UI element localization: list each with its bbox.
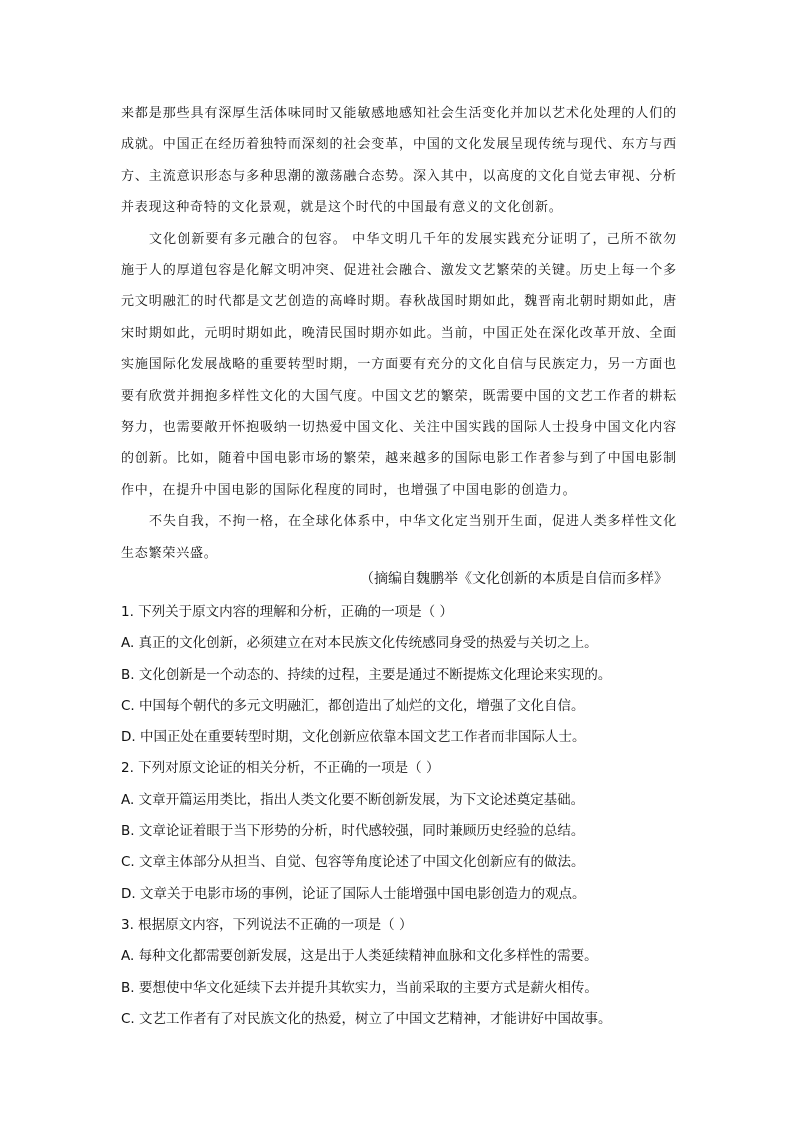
passage-paragraph: 来都是那些具有深厚生活体味同时又能敏感地感知社会生活变化并加以艺术化处理的人们的成就。中国正在经历着独特而深刻的社会变革，中国的文化发展呈现传统与现代、东方与西方、主流意识形态与多种思潮的激荡融合态势。深入其中，以高度的文化自觉去审视、分析并表现这种奇特的文化景观，就是这个时代的中国最有意义的文化创新。 bbox=[121, 106, 677, 216]
question-stem: 2. 下列对原文论证的相关分析，不正确的一项是（ ） bbox=[121, 760, 440, 777]
answer-option: D. 文章关于电影市场的事例，论证了国际人士能增强中国电影创造力的观点。 bbox=[121, 885, 586, 902]
answer-option: B. 文章论证着眼于当下形势的分析，时代感较强，同时兼顾历史经验的总结。 bbox=[121, 823, 585, 840]
question-block bbox=[121, 753, 681, 909]
answer-option: C. 文章主体部分从担当、自觉、包容等角度论述了中国文化创新应有的做法。 bbox=[121, 854, 585, 871]
answer-option: C. 文艺工作者有了对民族文化的热爱，树立了中国文艺精神，才能讲好中国故事。 bbox=[121, 1010, 612, 1027]
passage-paragraph: 不失自我，不拘一格，在全球化体系中，中华文化定当别开生面，促进人类多样性文化生态繁荣兴盛。 bbox=[121, 514, 677, 561]
question-block bbox=[121, 597, 681, 753]
answer-option: B. 文化创新是一个动态的、持续的过程，主要是通过不断提炼文化理论来实现的。 bbox=[121, 666, 612, 683]
answer-option: D. 中国正处在重要转型时期，文化创新应依靠本国文艺工作者而非国际人士。 bbox=[121, 729, 586, 746]
question-stem: 3. 根据原文内容，下列说法不正确的一项是（ ） bbox=[121, 916, 413, 933]
answer-option: A. 文章开篇运用类比，指出人类文化要不断创新发展，为下文论述奠定基础。 bbox=[121, 791, 585, 808]
question-stem: 1. 下列关于原文内容的理解和分析，正确的一项是（ ） bbox=[121, 604, 453, 620]
passage-paragraph: 文化创新要有多元融合的包容。 中华文明几千年的发展实践充分证明了，己所不欲勿施于人的厚道包容是化解文明冲突、促进社会融合、激发文艺繁荣的关键。历史上每一个多元文明融汇的时代都是文艺创造的高峰时期。春秋战国时期如此，魏晋南北朝时期如此，唐宋时期如此，元明时期如此，晚清民国时期亦如此。当前，中国正处在深化改革开放、全面实施国际化发展战略的重要转型时期，一方面要有充分的文化自信与民族定力，另一方面也要有欣赏并拥抱多样性文化的大国气度。中国文艺的繁荣，既需要中国的文艺工作者的耕耘努力，也需要敞开怀抱吸纳一切热爱中国文化、关注中国实践的国际人士投身中国文化内容的创新。比如，随着中国电影市场的繁荣，越来越多的国际电影工作者参与到了中国电影制作中，在提升中国电影的国际化程度的同时，也增强了中国电影的创造力。 bbox=[121, 231, 677, 498]
question-list bbox=[121, 597, 681, 1035]
answer-option: C. 中国每个朝代的多元文明融汇，都创造出了灿烂的文化，增强了文化自信。 bbox=[121, 697, 585, 714]
reading-passage bbox=[121, 98, 677, 569]
source-citation: （摘编自魏鹏举《文化创新的本质是自信而多样》 bbox=[360, 571, 668, 587]
answer-option: A. 真正的文化创新，必须建立在对本民族文化传统感同身受的热爱与关切之上。 bbox=[121, 635, 598, 652]
question-block bbox=[121, 910, 681, 1035]
answer-option: A. 每种文化都需要创新发展，这是出于人类延续精神血脉和文化多样性的需要。 bbox=[121, 948, 598, 965]
answer-option: B. 要想使中华文化延续下去并提升其软实力，当前采取的主要方式是薪火相传。 bbox=[121, 979, 598, 996]
